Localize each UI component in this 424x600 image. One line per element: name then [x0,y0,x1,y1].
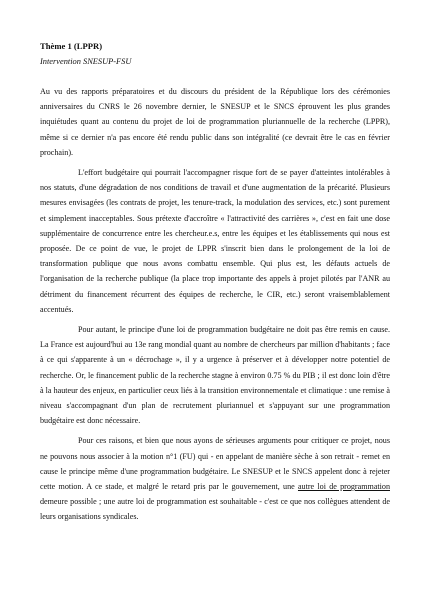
paragraph-2: L'effort budgétaire qui pourrait l'accompagner risque fort de se payer d'atteintes intolérables à nos statuts, d'une dégradation de nos conditions de travail et d'une augmentation de la précarité. Plusieurs mesures envisagées (les contrats de projet, les tenure-track, la modulation des services, etc.) sont purement et simplement inacceptables. Sous prétexte d'accroître « l'attractivité des carrières », c'est en fait une dose supplémentaire de concurrence entre les chercheur.e.s, entre les équipes et les établissements qui nous est proposée. De ce point de vue, le projet de LPPR s'inscrit bien dans le prolongement de la loi de transformation publique que nous avons combattu ensemble. Qui plus est, les défauts actuels de l'organisation de la recherche publique (la place trop importante des appels à projet pilotés par l'ANR au détriment du financement récurrent des équipes de recherche, le CIR, etc.) seront vraisemblablement accentués. [40,168,390,314]
paragraph-1: Au vu des rapports préparatoires et du discours du président de la République lors des cérémonies anniversaires du CNRS le 26 novembre dernier, le SNESUP et le SNCS éprouvent les plus grandes inquiétudes quant au contenu du projet de loi de programmation pluriannuelle de la recherche (LPPR), même si ce dernier n'a pas encore été rendu public dans son intégralité (ce devrait être le cas en février prochain). [40,87,390,157]
document-title: Thème 1 (LPPR) [40,41,103,51]
document-subtitle: Intervention SNESUP-FSU [40,57,132,66]
paragraph-3: Pour autant, le principe d'une loi de programmation budgétaire ne doit pas être remis en cause. La France est aujourd'hui au 13e rang mondial quant au nombre de chercheurs par million d'habitants ; face à ce qui s'apparente à un « décrochage », il y a urgence à préserver et à développer notre potentiel de recherche. Or, le financement public de la recherche stagne à environ 0.75 % du PIB ; il est donc loin d'être à la hauteur des enjeux, en particulier ceux liés à la transition environnementale et climatique : une remise à niveau s'accompagnant d'un plan de recrutement pluriannuel et s'appuyant sur une programmation budgétaire est donc nécessaire. [40,325,390,426]
paragraph-4-text-b: demeure possible ; une autre loi de programmation est souhaitable - c'est ce que nos collègues attendent de leurs organisations syndicales. [40,497,390,522]
underlined-phrase: autre loi de programmation [297,482,390,492]
paragraph-4-text-a: Pour ces raisons, et bien que nous ayons de sérieuses arguments pour critiquer ce projet, nous ne pouvons nous associer à la motion n°1 (FU) qui - en appelant de manière sèche à son retrait - remet en cause le principe même d'une programmation budgétaire. Le SNESUP et le SNCS appelent donc à rejeter cette motion. A ce stade, et malgré le retard pris par le gouvernement, une [40,436,390,492]
paragraph-4 [40,433,390,524]
